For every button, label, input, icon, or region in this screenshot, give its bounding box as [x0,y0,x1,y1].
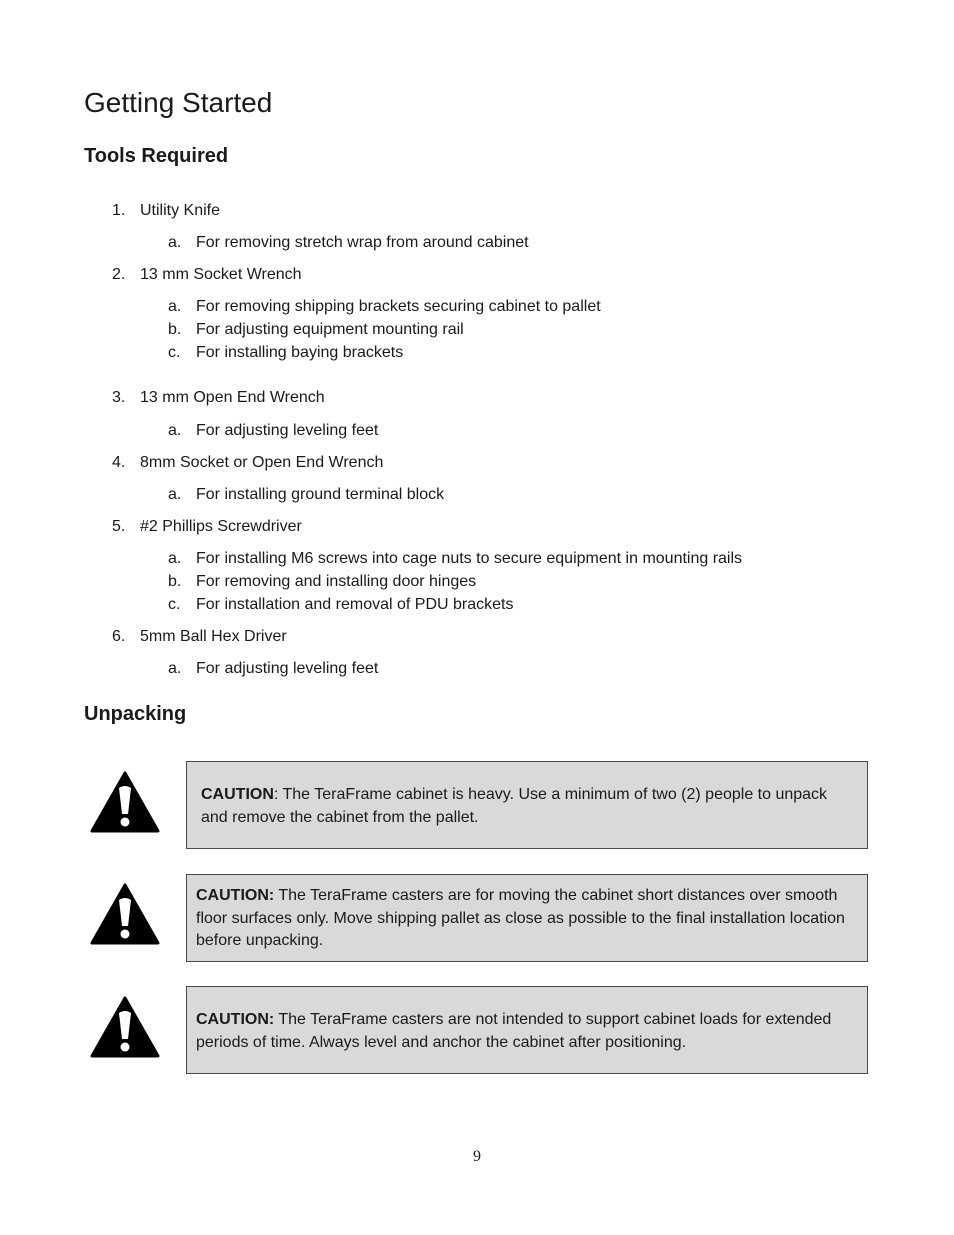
caution-text: CAUTION: The TeraFrame casters are not intended to support cabinet loads for extended periods of time. Always level and anchor the cabinet after positioning. [196,1011,832,1051]
warning-triangle-icon [90,996,160,1058]
list-item: 4. 8mm Socket or Open End Wrench [112,454,384,471]
sub-list-item: a. For installing M6 screws into cage nuts to secure equipment in mounting rails [168,550,743,567]
list-item: 1. Utility Knife [112,202,221,219]
caution-box [186,986,868,1074]
sub-list-item: a. For adjusting leveling feet [168,422,379,439]
sub-list-item: a. For removing shipping brackets securing cabinet to pallet [168,298,601,315]
caution-text: CAUTION: The TeraFrame cabinet is heavy. Use a minimum of two (2) people to unpack and remove the cabinet from the pallet. [201,786,828,826]
sub-list-item: a. For installing ground terminal block [168,486,445,503]
warning-triangle-icon [90,771,160,833]
section-heading-tools: Tools Required [84,145,229,167]
page-number: 9 [473,1148,481,1165]
caution-box [186,761,868,849]
sub-list-item: a. For adjusting leveling feet [168,660,379,677]
warning-triangle-icon [90,883,160,945]
sub-list-item: a. For removing stretch wrap from around cabinet [168,234,529,251]
list-item: 3. 13 mm Open End Wrench [112,389,325,406]
sub-list-item: b. For adjusting equipment mounting rail [168,321,464,338]
sub-list-item: b. For removing and installing door hinges [168,573,477,590]
caution-text: CAUTION: The TeraFrame casters are for moving the cabinet short distances over smooth floor surfaces only. Move shipping pallet as close as possible to the final installation location before unpacking. [196,887,845,949]
sub-list-item: c. For installation and removal of PDU brackets [168,596,514,613]
section-heading-unpacking: Unpacking [84,703,187,725]
list-item: 5. #2 Phillips Screwdriver [112,518,302,535]
list-item: 6. 5mm Ball Hex Driver [112,628,287,645]
list-item: 2. 13 mm Socket Wrench [112,266,302,283]
sub-list-item: c. For installing baying brackets [168,344,404,361]
page-title: Getting Started [84,87,273,118]
caution-box [186,874,868,962]
